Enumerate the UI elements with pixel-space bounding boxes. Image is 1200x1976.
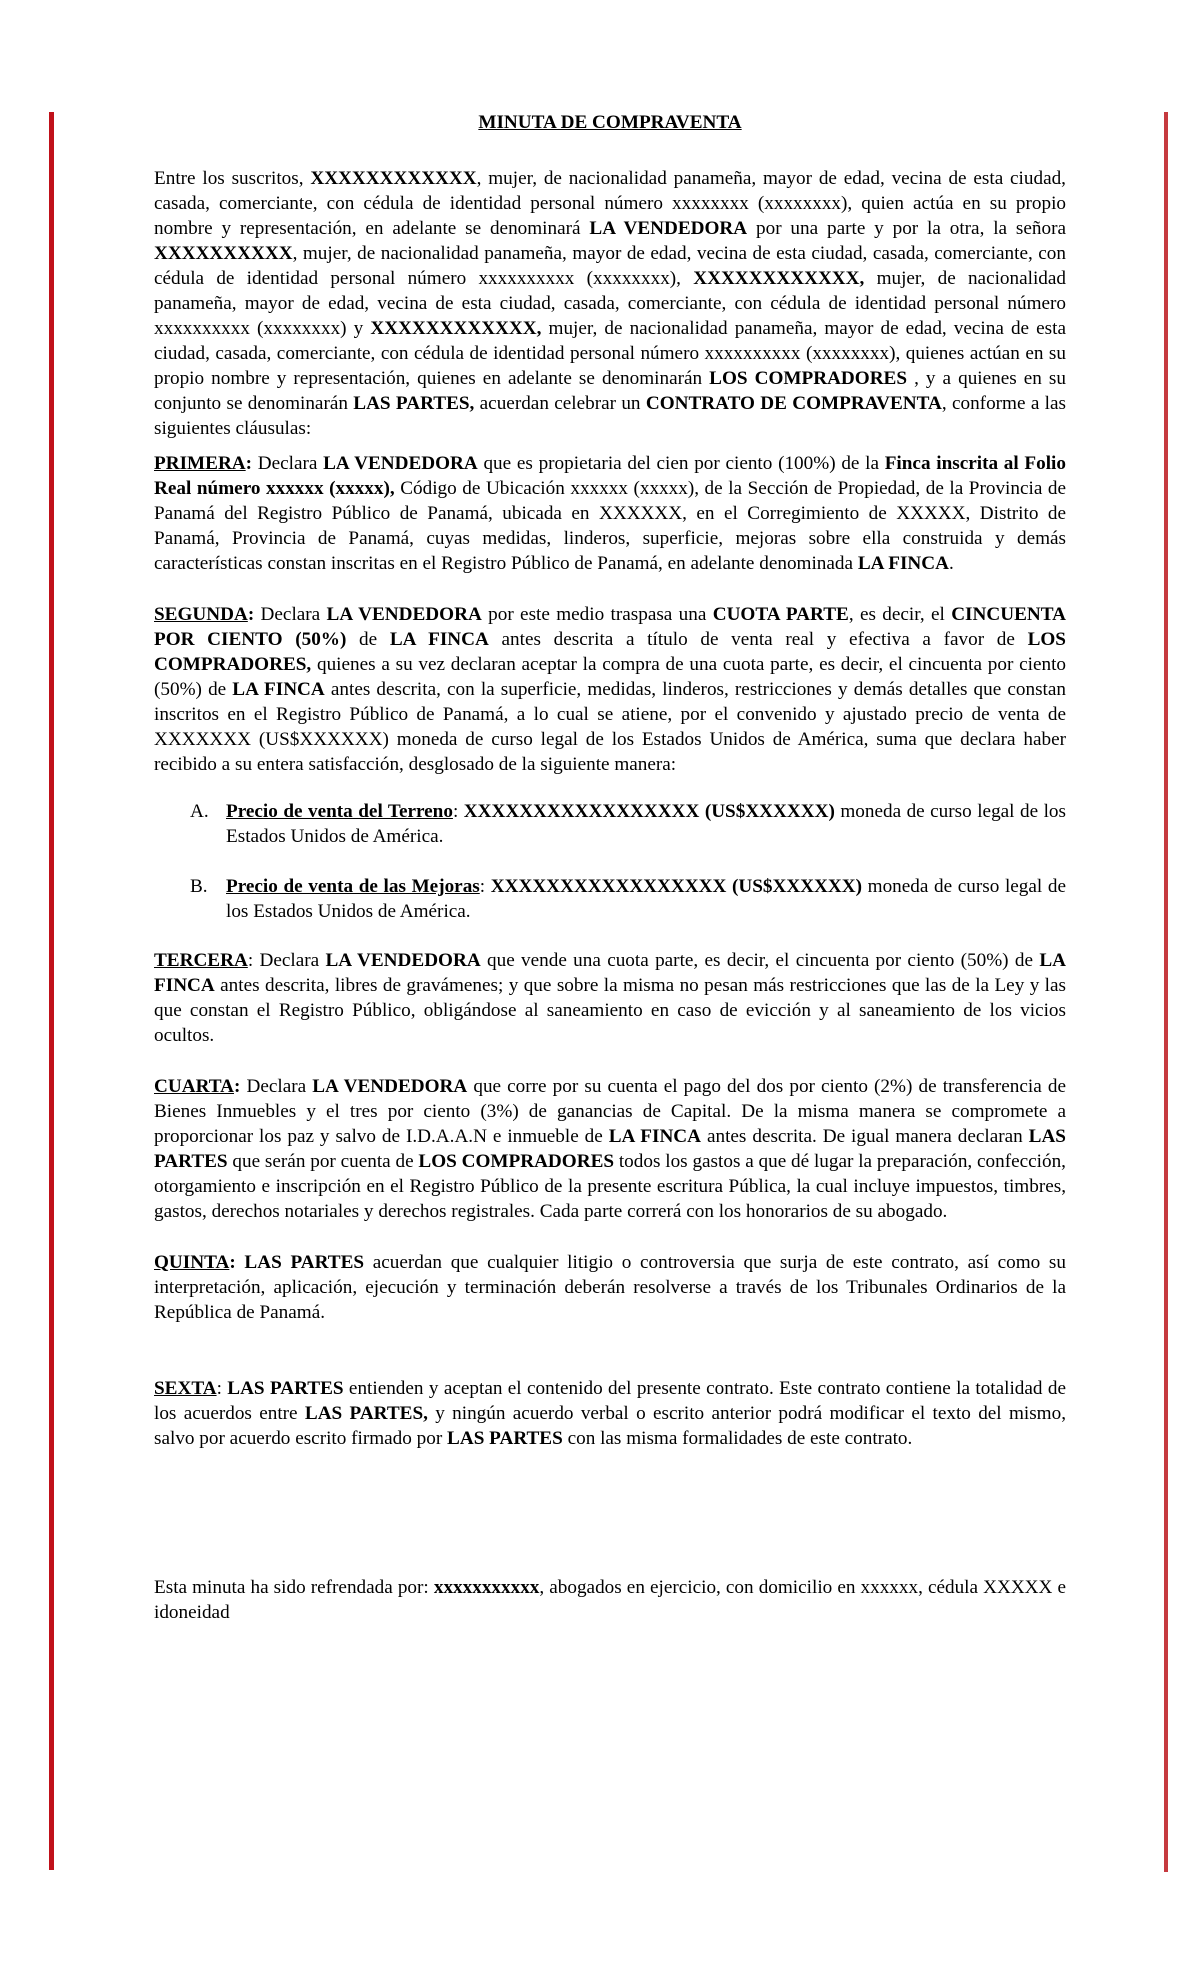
clause-label: SEGUNDA [154, 604, 248, 625]
bold-term: Finca inscrita al Folio Real número xxxxxx (xxxxx), [154, 453, 1066, 499]
bold-term: LAS PARTES [447, 1428, 563, 1449]
bold-term: XXXXXXXXXXXX [310, 168, 477, 189]
bold-term: LAS PARTES [154, 1126, 1066, 1172]
list-item-mejoras [154, 874, 1066, 924]
document-title: MINUTA DE COMPRAVENTA [478, 112, 742, 133]
bold-term: CONTRATO DE COMPRAVENTA [645, 393, 942, 414]
list-item-text [226, 801, 1066, 847]
bold-term: : [233, 1076, 241, 1097]
clause-label: SEXTA [154, 1378, 217, 1399]
text-run: : [452, 801, 464, 822]
text-run: antes descrita. De igual manera declaran [701, 1126, 1029, 1147]
bold-term: LAS PARTES, [353, 393, 475, 414]
text-run: : Declara [247, 950, 326, 971]
bold-term: LA VENDEDORA [325, 950, 481, 971]
text-run: entienden y aceptan el contenido del presente contrato. Este contrato contiene la totalidad de los acuerdos entre [154, 1378, 1066, 1424]
bold-term: LA VENDEDORA [312, 1076, 468, 1097]
text-run: Código de Ubicación xxxxxx (xxxxx), de la Sección de Propiedad, de la Provincia de Panamá del Registro Público de Panamá, ubicada en XXXXXX, en el Corregimiento de XXXXX, Distrito de Panamá, Provincia de Panamá, cuyas medidas, linderos, superficie, mejoras sobre ella construida y demás características constan inscritas en el Registro Público de Panamá, en adelante denominada [154, 478, 1066, 574]
text-run: por este medio traspasa una [481, 604, 713, 625]
text-run: que corre por su cuenta el pago del dos por ciento (2%) de transferencia de Bienes Inmuebles y el tres por ciento (3%) de ganancias de Capital. De la misma manera se compromete a proporcionar los paz y salvo de I.D.A.A.N e inmueble de [154, 1076, 1066, 1147]
bold-term: LAS PARTES, [304, 1403, 428, 1424]
list-item-text [226, 876, 1066, 922]
clause-quinta [154, 1250, 1066, 1325]
text-run: por una parte y por la otra, la señora [747, 218, 1066, 239]
list-item-terreno [154, 799, 1066, 849]
clause-label: CUARTA [154, 1076, 234, 1097]
clause-label: Precio de venta de las Mejoras [226, 876, 480, 897]
price-breakdown-list [154, 799, 1066, 924]
right-red-border [1164, 112, 1168, 1872]
bold-term: LA FINCA [857, 553, 949, 574]
bold-term: XXXXXXXXXXXXXXXXX (US$XXXXXX) [490, 876, 862, 897]
bold-term: LA VENDEDORA [589, 218, 748, 239]
bold-term: LA FINCA [232, 679, 325, 700]
clause-primera [154, 451, 1066, 576]
text-run: que es propietaria del cien por ciento (100%) de la [477, 453, 885, 474]
text-run: Declara [240, 1076, 313, 1097]
bold-term: XXXXXXXXXXXXXXXXX (US$XXXXXX) [463, 801, 835, 822]
text-run: , conforme a las siguientes cláusulas: [154, 393, 1066, 439]
bold-term: : [245, 453, 253, 474]
clause-label: Precio de venta del Terreno [226, 801, 453, 822]
text-run: mujer, de nacionalidad panameña, mayor de edad, vecina de esta ciudad, casada, comerciante, con cédula de identidad personal número xxxxxxxxxx (xxxxxxxx), quienes actúan en su propio nombre y representación, quienes en adelante se denominarán [154, 318, 1066, 389]
clause-tercera [154, 948, 1066, 1048]
text-run: con las misma formalidades de este contrato. [562, 1428, 913, 1449]
text-run: todos los gastos a que dé lugar la preparación, confección, otorgamiento e inscripción en el Registro Público de la presente escritura Pública, la cual incluye impuestos, timbres, gastos, derechos notariales y derechos registrales. Cada parte correrá con los honorarios de su abogado. [154, 1151, 1066, 1222]
text-run: y ningún acuerdo verbal o escrito anterior podrá modificar el texto del mismo, salvo por acuerdo escrito firmado por [154, 1403, 1066, 1449]
text-run: , mujer, de nacionalidad panameña, mayor de edad, vecina de esta ciudad, casada, comerciante, con cédula de identidad personal número xxxxxxxx (xxxxxxxx), quien actúa en su propio nombre y representación, en adelante se denominará [154, 168, 1066, 239]
text-run: moneda de curso legal de los Estados Unidos de América. [226, 801, 1066, 847]
left-red-border [49, 112, 54, 1870]
bold-term: LA VENDEDORA [326, 604, 482, 625]
text-run: antes descrita a título de venta real y efectiva a favor de [488, 629, 1028, 650]
text-run: , mujer, de nacionalidad panameña, mayor de edad, vecina de esta ciudad, casada, comerciante, con cédula de identidad personal número xxxxxxxxxx (xxxxxxxx), [154, 243, 1066, 289]
bold-term: LA FINCA [608, 1126, 702, 1147]
bold-term: LAS PARTES [227, 1378, 344, 1399]
list-marker: A. [190, 801, 209, 822]
text-run: antes descrita, libres de gravámenes; y que sobre la misma no pesan más restricciones que las de la Ley y las que constan el Registro Público, obligándose al saneamiento en caso de evicción y al saneamiento de los vicios ocultos. [154, 975, 1066, 1046]
clause-label: TERCERA [154, 950, 248, 971]
text-run: acuerdan celebrar un [474, 393, 646, 414]
clause-segunda [154, 602, 1066, 777]
text-run: antes descrita, con la superficie, medidas, linderos, restricciones y demás detalles que constan inscritos en el Registro Público de Panamá, a lo cual se atiene, por el convenido y ajustado precio de venta de XXXXXXX (US$XXXXXX) moneda de curso legal de los Estados Unidos de América, suma que declara haber recibido a su entera satisfacción, desglosado de la siguiente manera: [154, 679, 1066, 775]
text-run: : [479, 876, 491, 897]
bold-term: XXXXXXXXXX [154, 243, 293, 264]
text-run: mujer, de nacionalidad panameña, mayor de edad, vecina de esta ciudad, casada, comerciante, con cédula de identidad personal número xxxxxxxxxx (xxxxxxxx) y [154, 268, 1066, 339]
bold-term: LA FINCA [389, 629, 489, 650]
clause-sexta [154, 1376, 1066, 1451]
clause-cuarta [154, 1074, 1066, 1224]
bold-term: : [247, 604, 255, 625]
text-run: que serán por cuenta de [227, 1151, 419, 1172]
bold-term: LOS COMPRADORES, [154, 629, 1066, 675]
text-run: , y a quienes en su conjunto se denominarán [154, 368, 1066, 414]
text-run: Esta minuta ha sido refrendada por: [154, 1577, 434, 1598]
bold-term: CUOTA PARTE [712, 604, 849, 625]
text-run: Entre los suscritos, [154, 168, 311, 189]
bold-term: LA VENDEDORA [323, 453, 478, 474]
bold-term: LOS COMPRADORES [709, 368, 908, 389]
text-run: quienes a su vez declaran aceptar la compra de una cuota parte, es decir, el cincuenta por ciento (50%) de [154, 654, 1066, 700]
text-run: acuerdan que cualquier litigio o controversia que surja de este contrato, así como su interpretación, aplicación, ejecución y terminación deberán resolverse a través de los Tribunales Ordinarios de la República de Panamá. [154, 1252, 1066, 1323]
bold-term: XXXXXXXXXXXX, [370, 318, 542, 339]
text-run: que vende una cuota parte, es decir, el cincuenta por ciento (50%) de [480, 950, 1040, 971]
clause-label: QUINTA [154, 1252, 230, 1273]
closing-paragraph [154, 1575, 1066, 1625]
text-run: . [948, 553, 954, 574]
text-run: : [216, 1378, 228, 1399]
document-page [154, 110, 1066, 1625]
intro-paragraph [154, 166, 1066, 441]
text-run: Declara [254, 604, 327, 625]
list-marker: B. [190, 876, 208, 897]
text-run: , abogados en ejercicio, con domicilio en xxxxxx, cédula XXXXX e idoneidad [154, 1577, 1066, 1623]
bold-term: xxxxxxxxxxx [433, 1577, 540, 1598]
bold-term: XXXXXXXXXXXX, [693, 268, 865, 289]
text-run: Declara [252, 453, 324, 474]
bold-term: LA FINCA [154, 950, 1066, 996]
bold-term: : LAS PARTES [229, 1252, 365, 1273]
text-run: moneda de curso legal de los Estados Unidos de América. [226, 876, 1066, 922]
bold-term: CINCUENTA POR CIENTO (50%) [154, 604, 1066, 650]
bold-term: LOS COMPRADORES [418, 1151, 615, 1172]
text-run: , es decir, el [848, 604, 952, 625]
text-run: de [346, 629, 390, 650]
clause-label: PRIMERA [154, 453, 246, 474]
